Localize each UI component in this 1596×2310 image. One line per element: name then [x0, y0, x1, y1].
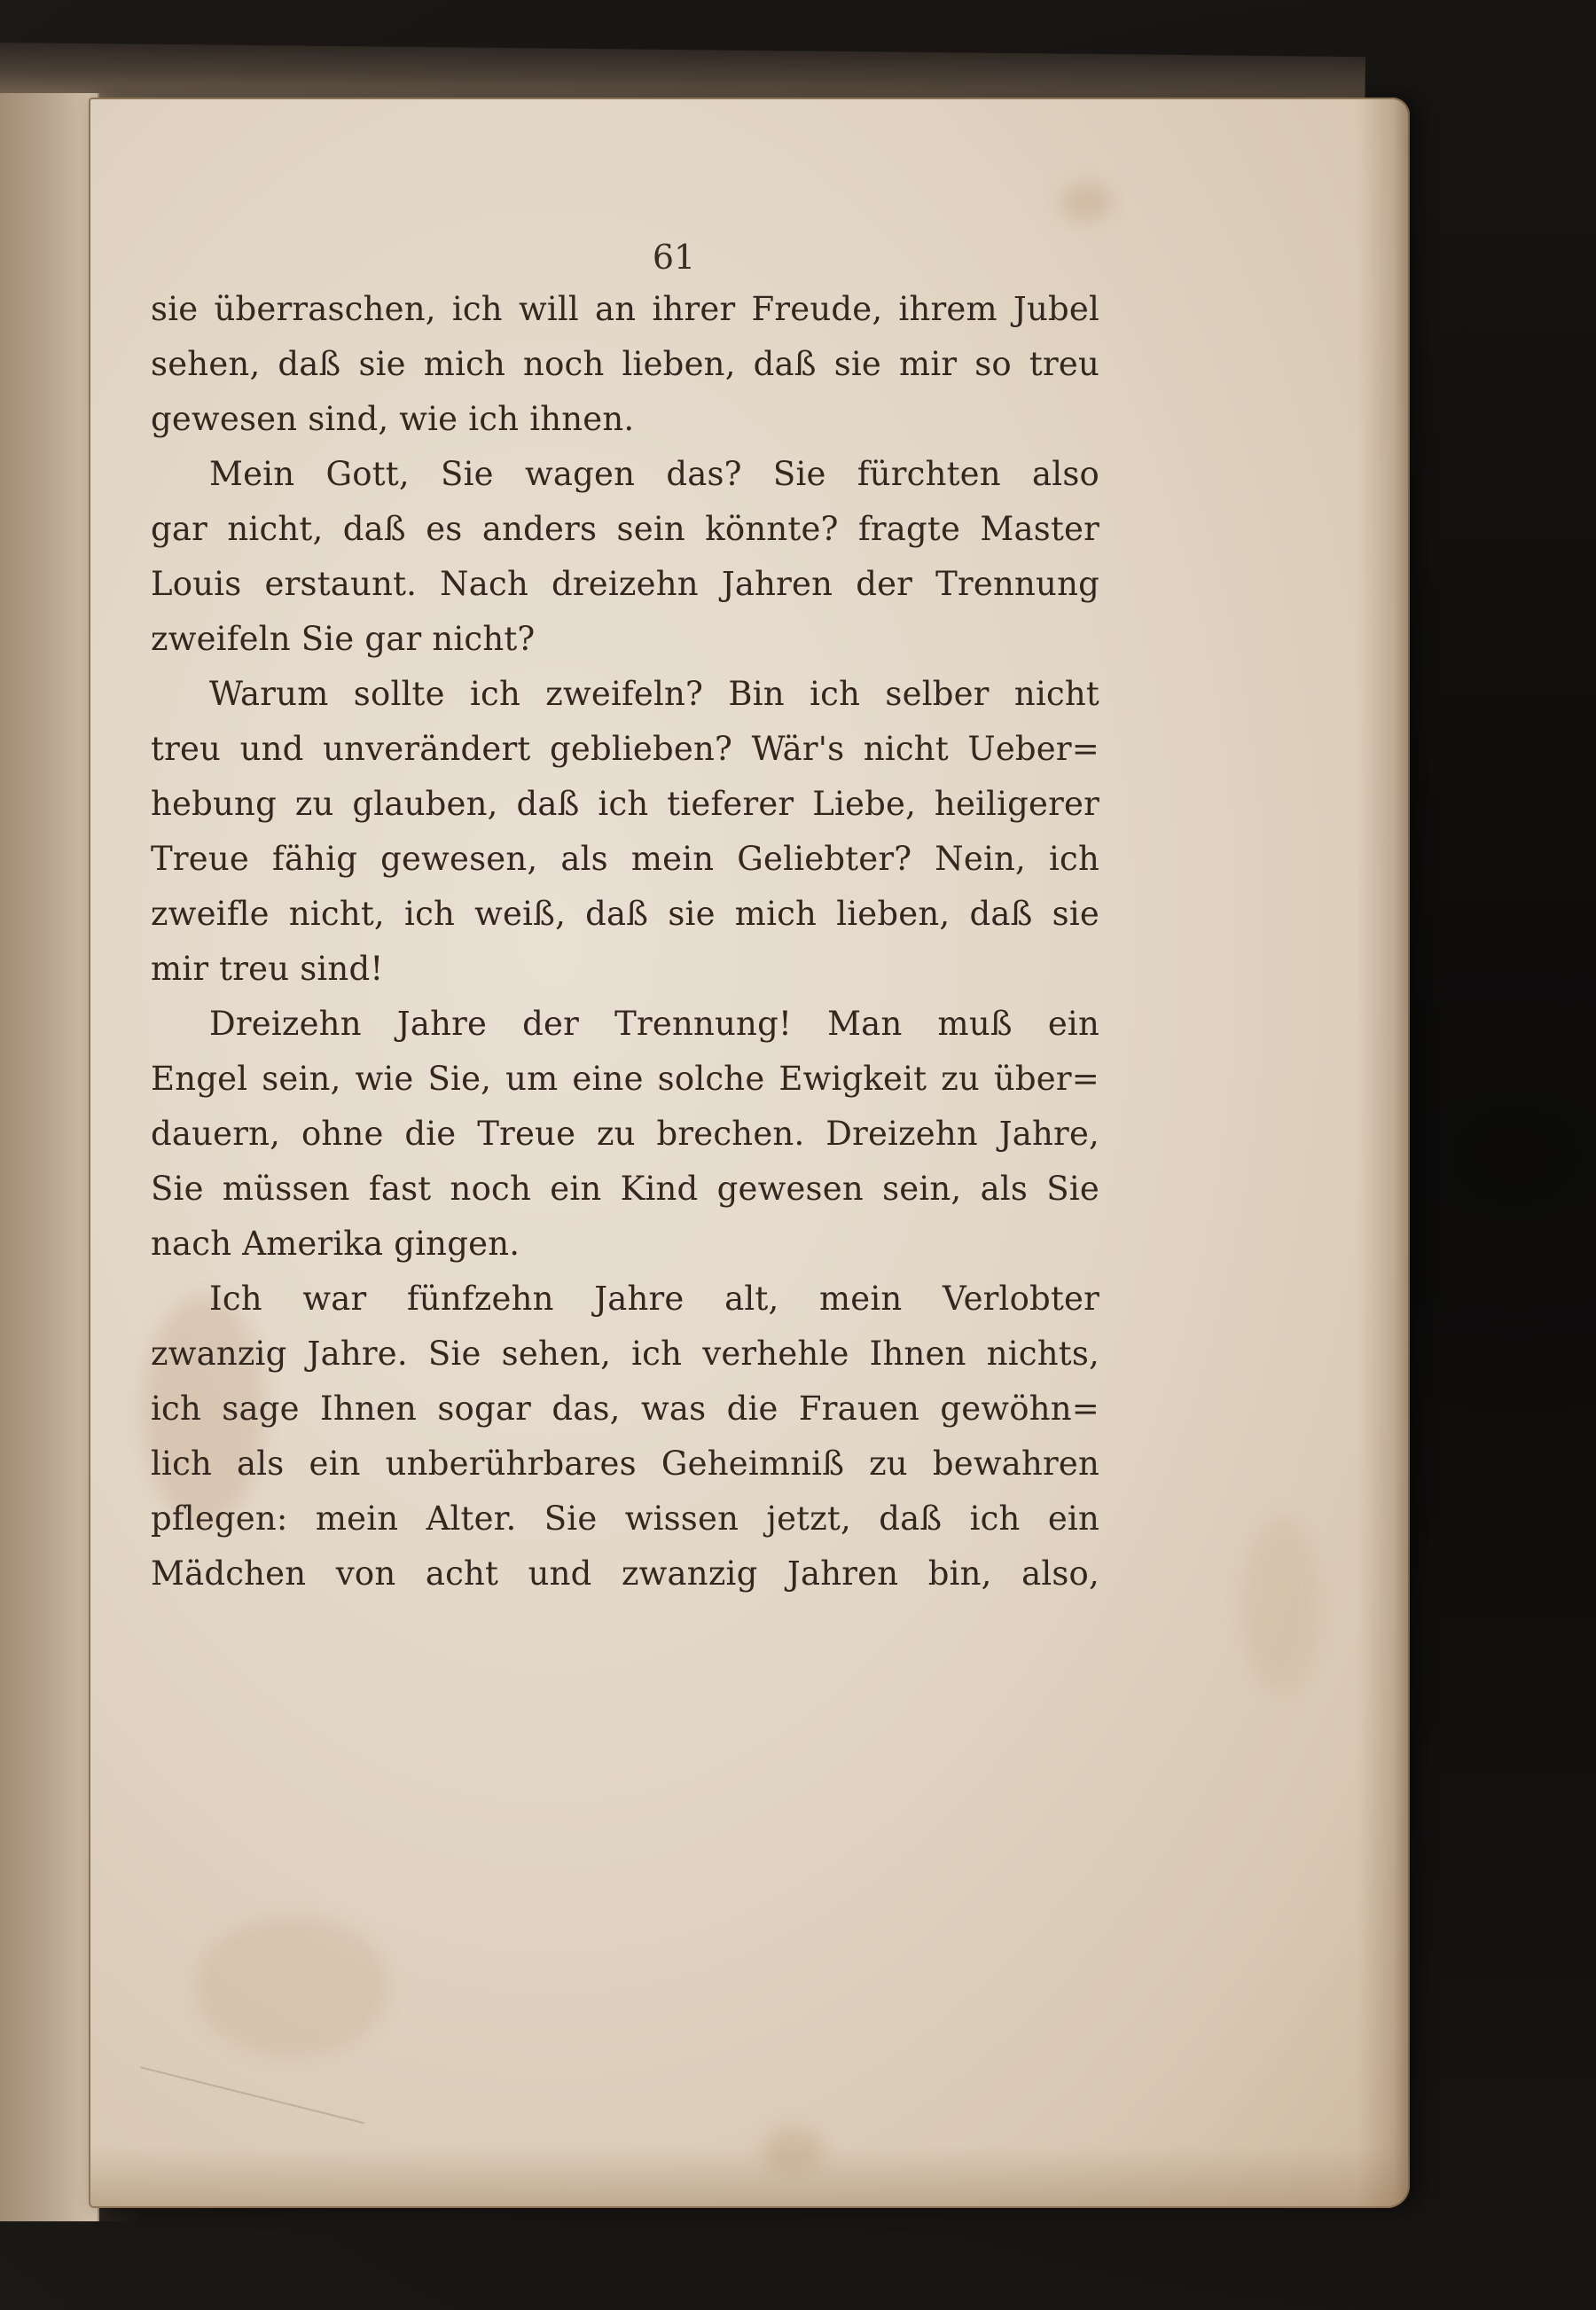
text-line: gewesen sind, wie ich ihnen. — [151, 400, 635, 438]
text-line: zwanzig Jahre. Sie sehen, ich verhehle Ihnen nichts, — [151, 1335, 1099, 1373]
text-line: nach Amerika gingen. — [151, 1225, 520, 1263]
text-line: Mein Gott, Sie wagen das? Sie fürchten also — [209, 455, 1099, 493]
text-line: Treue fähig gewesen, als mein Geliebter? Nein, ich — [151, 840, 1099, 878]
text-line: mir treu sind! — [151, 950, 384, 988]
text-line: Dreizehn Jahre der Trennung! Man muß ein — [209, 1005, 1099, 1043]
text-line: pflegen: mein Alter. Sie wissen jetzt, daß ich ein — [151, 1500, 1099, 1538]
text-line: zweifle nicht, ich weiß, daß sie mich lieben, daß sie — [151, 895, 1099, 933]
page-bottom-edge — [89, 2146, 1410, 2208]
text-line: Sie müssen fast noch ein Kind gewesen sein, als Sie — [151, 1170, 1099, 1208]
text-line: sehen, daß sie mich noch lieben, daß sie mir so treu — [151, 345, 1099, 383]
page-right-edge — [1357, 98, 1410, 2208]
paper-stain — [1060, 182, 1113, 222]
text-line: ich sage Ihnen sogar das, was die Frauen gewöhn= — [151, 1390, 1099, 1428]
text-line: dauern, ohne die Treue zu brechen. Dreizehn Jahre, — [151, 1115, 1099, 1153]
text-line: Engel sein, wie Sie, um eine solche Ewigkeit zu über= — [151, 1060, 1099, 1098]
text-line: gar nicht, daß es anders sein könnte? fragte Master — [151, 510, 1099, 548]
text-line: hebung zu glauben, daß ich tieferer Liebe, heiligerer — [151, 785, 1099, 823]
text-line: treu und unverändert geblieben? Wär's nicht Ueber= — [151, 730, 1099, 768]
paper-stain — [195, 1915, 390, 2057]
page-number: 61 — [652, 238, 696, 277]
text-line: zweifeln Sie gar nicht? — [151, 620, 536, 658]
text-line: Warum sollte ich zweifeln? Bin ich selber nicht — [209, 675, 1099, 713]
text-line: Ich war fünfzehn Jahre alt, mein Verlobter — [209, 1280, 1099, 1318]
text-line: lich als ein unberührbares Geheimniß zu bewahren — [151, 1445, 1099, 1483]
text-line: sie überraschen, ich will an ihrer Freude, ihrem Jubel — [151, 290, 1099, 328]
text-line: Mädchen von acht und zwanzig Jahren bin, also, — [151, 1554, 1099, 1593]
text-line: Louis erstaunt. Nach dreizehn Jahren der Trennung — [151, 565, 1099, 603]
body-text — [151, 282, 1099, 1601]
